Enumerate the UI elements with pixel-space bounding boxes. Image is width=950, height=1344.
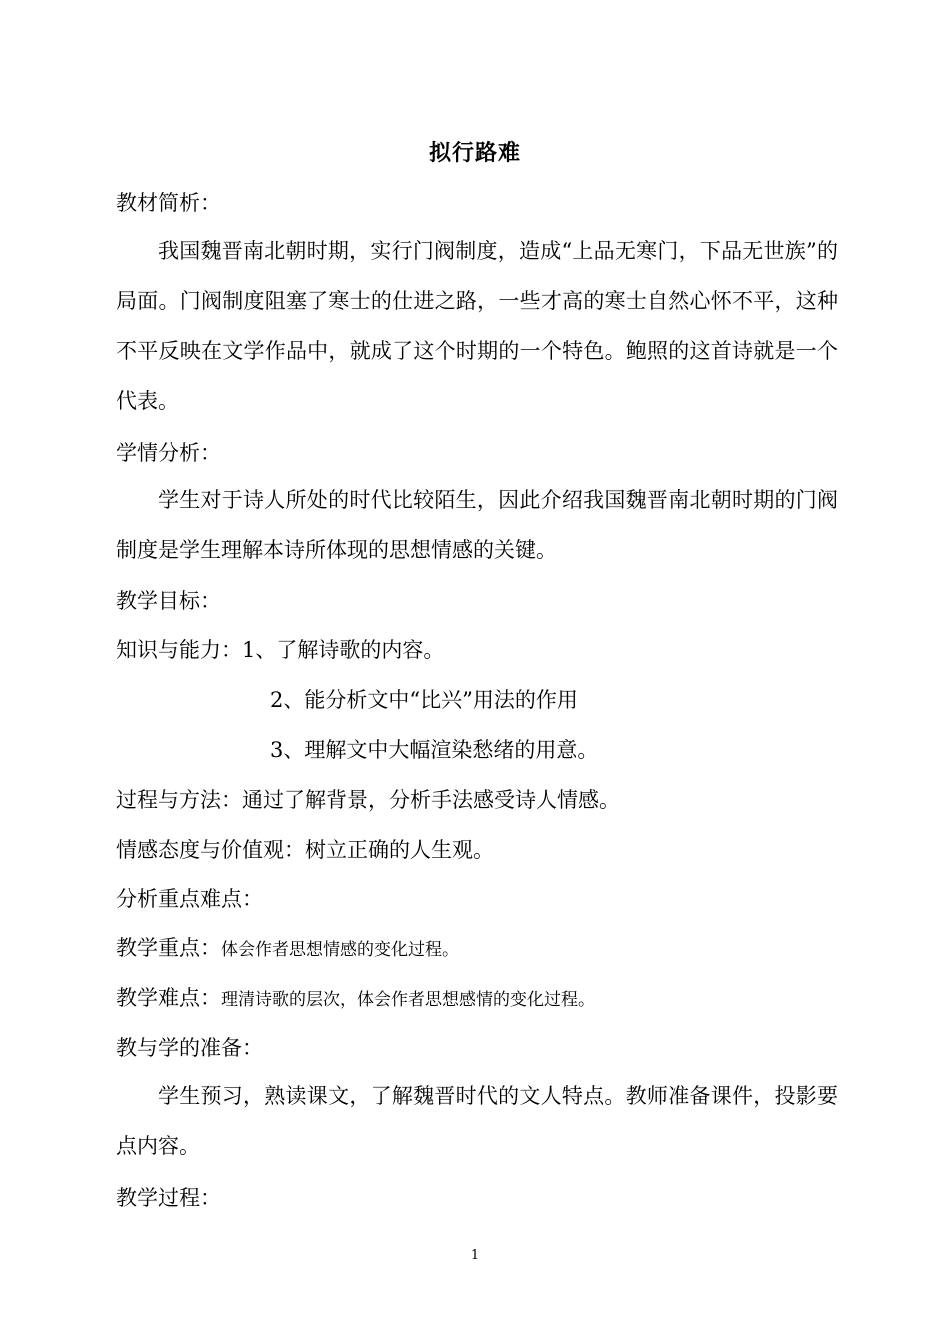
section-heading-student: 学情分析： [116,441,221,465]
paragraph-student: 学生对于诗人所处的时代比较陌生，因此介绍我国魏晋南北朝时期的门阀制度是学生理解本诗所体现的思想情感的关键。 [116,488,838,562]
section-heading-prep: 教与学的准备： [116,1036,263,1060]
section-heading-key: 分析重点难点： [116,887,263,911]
goal-knowledge: 知识与能力：1、了解诗歌的内容。 [116,638,445,662]
section-heading-goals: 教学目标： [116,589,221,613]
paragraph-material: 我国魏晋南北朝时期，实行门阀制度，造成“上品无寒门，下品无世族”的局面。门阀制度阻塞了寒士的仕进之路，一些才高的寒士自然心怀不平，这种不平反映在文学作品中，就成了这个时期的一个特色。鲍照的这首诗就是一个代表。 [116,239,838,413]
document-title: 拟行路难 [428,140,521,166]
paragraph-prep: 学生预习，熟读课文，了解魏晋时代的文人特点。教师准备课件，投影要点内容。 [116,1084,838,1158]
difficulty-text: 理清诗歌的层次，体会作者思想感情的变化过程。 [221,990,595,1010]
difficulty-row [116,983,838,1015]
difficulty-label: 教学难点： [116,986,221,1010]
goal-item-3: 3、理解文中大幅渲染愁绪的用意。 [270,738,599,762]
goal-emotion: 情感态度与价值观：树立正确的人生观。 [116,838,494,862]
key-point-text: 体会作者思想情感的变化过程。 [221,940,459,960]
goal-item-2: 2、能分析文中“比兴”用法的作用 [270,688,578,712]
page-number: 1 [470,1248,480,1263]
key-point-label: 教学重点： [116,936,221,960]
section-heading-material: 教材简析： [116,191,221,215]
key-point-row [116,933,838,965]
section-heading-process: 教学过程： [116,1186,221,1210]
goal-process: 过程与方法：通过了解背景，分析手法感受诗人情感。 [116,788,620,812]
